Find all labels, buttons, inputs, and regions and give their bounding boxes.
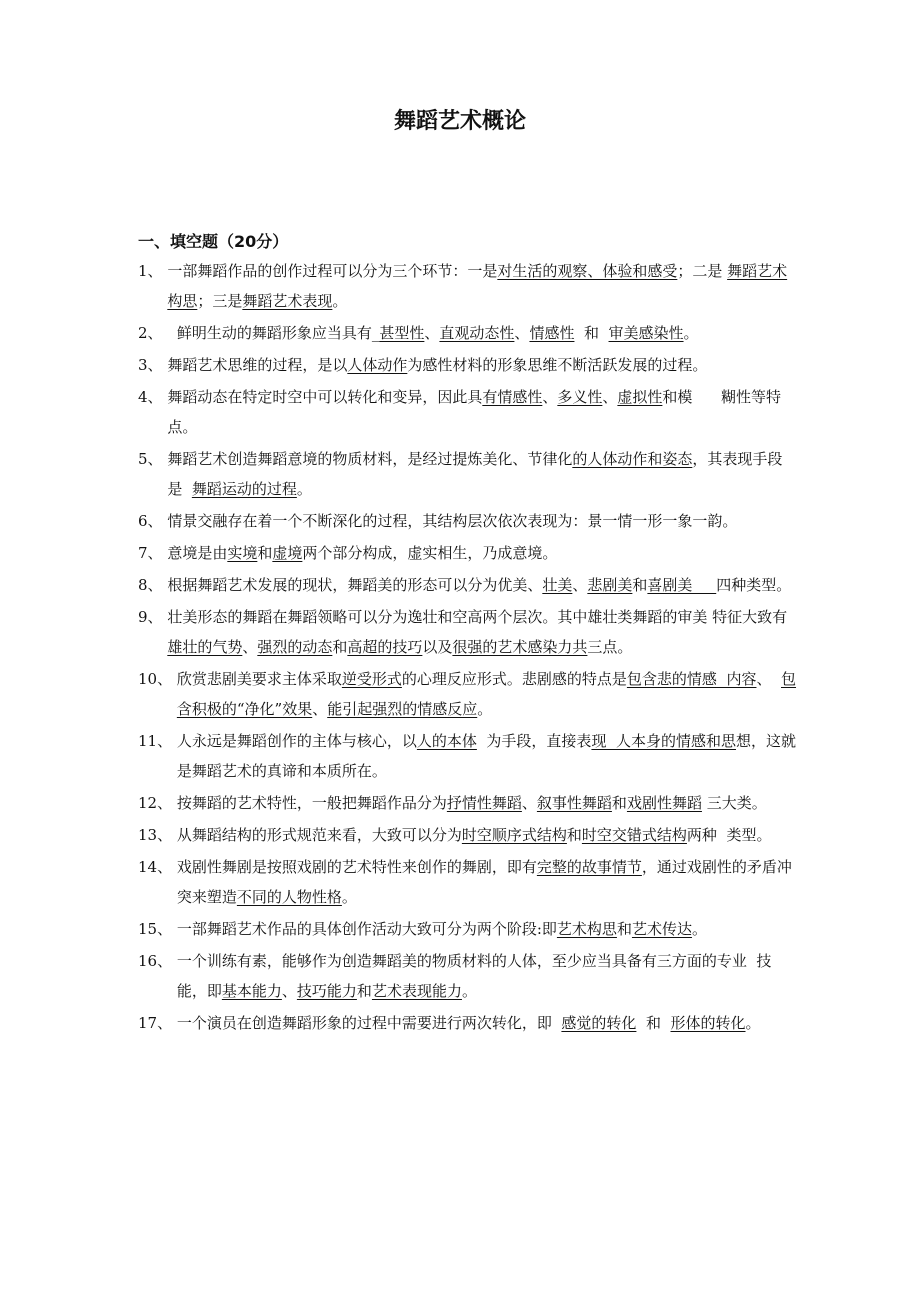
document-title: 舞蹈艺术概论 <box>393 109 526 134</box>
question-text-segment: 。 <box>745 1014 761 1032</box>
question-text-segment: ，通过戏剧性的矛盾冲突来塑造 <box>176 858 792 906</box>
question-item <box>138 602 796 662</box>
question-number: 14、 <box>138 858 177 876</box>
question-text <box>167 570 796 600</box>
answer-blank: 审美感染性 <box>608 324 684 342</box>
question-item <box>138 538 796 568</box>
answer-blank: 的人体动作和姿态 <box>572 450 693 468</box>
question-text-segment: ，其表现手段是 <box>167 450 783 498</box>
question-number: 10、 <box>138 670 177 688</box>
answer-blank: 艺术传达 <box>631 920 692 938</box>
question-text-segment: 、 <box>542 388 558 406</box>
question-text-segment: ；二是 <box>677 262 728 280</box>
answer-blank: 甚型性 <box>379 324 425 342</box>
answer-blank: 悲剧美 <box>587 576 633 594</box>
question-text-segment: 。 <box>461 982 477 1000</box>
question-number: 16、 <box>138 952 177 970</box>
question-number: 6、 <box>138 512 168 530</box>
question-text-segment: 。 <box>477 700 493 718</box>
question-text-segment: 、 <box>756 670 781 688</box>
question-text-segment: 想，这就是舞蹈艺术的真谛和本质所在。 <box>176 732 796 780</box>
question-number: 9、 <box>138 608 168 626</box>
question-text-segment: 和 <box>611 794 627 812</box>
question-number: 2、 <box>138 324 168 342</box>
question-text-segment: 四种类型。 <box>716 576 792 594</box>
question-text <box>177 726 796 786</box>
question-item <box>138 726 796 786</box>
question-text-segment: 意境是由 <box>167 544 228 562</box>
question-number: 12、 <box>138 794 177 812</box>
question-text-segment: 和 <box>636 1014 671 1032</box>
answer-blank: 逆受形式 <box>341 670 402 688</box>
question-text-segment: 戏剧性舞剧是按照戏剧的艺术特性来创作的舞剧，即有 <box>176 858 537 876</box>
question-text-segment: 一部舞蹈艺术作品的具体创作活动大致可分为两个阶段:即 <box>176 920 557 938</box>
answer-blank: 技巧能力 <box>296 982 357 1000</box>
question-text-segment: 从舞蹈结构的形式规范来看，大致可以分为 <box>176 826 462 844</box>
answer-blank: 强烈的动态 <box>257 638 333 656</box>
question-text-segment: 、 <box>514 324 530 342</box>
answer-blank: 高超的技巧 <box>347 638 423 656</box>
answer-blank: 艺术构思 <box>556 920 617 938</box>
answer-blank: 叙事性舞蹈 <box>536 794 612 812</box>
answer-blank: 形体的转化 <box>670 1014 746 1032</box>
answer-blank: 舞蹈运动的过程 <box>191 480 297 498</box>
question-item <box>138 570 796 600</box>
answer-blank: 完整的故事情节 <box>536 858 642 876</box>
question-text-segment: 、 <box>242 638 258 656</box>
question-text-segment: 舞蹈动态在特定时空中可以转化和变异，因此具 <box>167 388 483 406</box>
question-text <box>177 820 796 850</box>
answer-blank: 人的本体 <box>416 732 477 750</box>
question-item <box>138 256 796 316</box>
question-text-segment: ；三是 <box>197 292 243 310</box>
question-text <box>167 602 796 662</box>
question-number: 3、 <box>138 356 168 374</box>
question-text-segment: 一个训练有素，能够作为创造舞蹈美的物质材料的人体，至少应当具备有三方面的专业 技能，即 <box>176 952 772 1000</box>
question-number: 5、 <box>138 450 168 468</box>
question-item <box>138 350 796 380</box>
question-text-segment: 和模 糊性等特点。 <box>167 388 782 436</box>
answer-blank: 现 人本身的情感和思 <box>591 732 736 750</box>
question-text-segment: 人永远是舞蹈创作的主体与核心，以 <box>176 732 417 750</box>
answer-blank: 情感性 <box>529 324 575 342</box>
question-text <box>167 538 796 568</box>
question-text-segment: 按舞蹈的艺术特性，一般把舞蹈作品分为 <box>176 794 447 812</box>
question-text-segment: 、 <box>312 700 328 718</box>
question-number: 15、 <box>138 920 177 938</box>
question-text-segment: 壮美形态的舞蹈在舞蹈领略可以分为逸壮和空高两个层次。其中雄壮类舞蹈的审美 特征大致有 <box>167 608 788 626</box>
question-text <box>167 350 796 380</box>
question-text-segment: 。 <box>341 888 357 906</box>
question-list <box>138 256 796 1040</box>
question-text-segment: 根据舞蹈艺术发展的现状，舞蹈美的形态可以分为优美、 <box>167 576 543 594</box>
answer-blank: 感觉的转化 <box>561 1014 637 1032</box>
answer-blank: 实境 <box>227 544 258 562</box>
question-text-segment: 一部舞蹈作品的创作过程可以分为三个环节：一是 <box>167 262 498 280</box>
answer-blank: 喜剧美 <box>647 576 717 594</box>
question-text-segment: 。 <box>332 292 348 310</box>
question-text-segment: 。 <box>296 480 312 498</box>
question-text-segment: 三点。 <box>587 638 633 656</box>
question-number: 8、 <box>138 576 168 594</box>
question-text-segment: 、 <box>572 576 588 594</box>
question-text-segment: 和 <box>356 982 372 1000</box>
question-text-segment: 情景交融存在着一个不断深化的过程，其结构层次依次表现为：景一情一形一象一韵。 <box>167 512 738 530</box>
question-item <box>138 914 796 944</box>
question-text <box>167 382 796 442</box>
answer-blank: 能引起强烈的情感反应 <box>327 700 478 718</box>
question-text-segment: 和 <box>574 324 609 342</box>
answer-blank: 舞蹈艺术构思 <box>167 262 788 310</box>
question-text-segment: 、 <box>521 794 537 812</box>
answer-blank: 抒情性舞蹈 <box>446 794 522 812</box>
question-text-segment: 。 <box>683 324 699 342</box>
question-text <box>167 256 796 316</box>
question-number: 17、 <box>138 1014 177 1032</box>
question-item <box>138 1008 796 1038</box>
question-text-segment: 三大类。 <box>701 794 767 812</box>
question-text-segment: 舞蹈艺术创造舞蹈意境的物质材料，是经过提炼美化、节律化 <box>167 450 573 468</box>
answer-blank: 包含积极的“净化”效果 <box>176 670 797 718</box>
answer-blank: 虚境 <box>272 544 303 562</box>
question-text <box>167 506 796 536</box>
question-item <box>138 788 796 818</box>
question-number: 7、 <box>138 544 168 562</box>
question-number: 11、 <box>138 732 177 750</box>
question-text-segment: 和 <box>616 920 632 938</box>
question-text-segment: 以及 <box>422 638 453 656</box>
question-number: 1、 <box>138 262 168 280</box>
question-item <box>138 820 796 850</box>
answer-blank: 时空交错式结构 <box>581 826 687 844</box>
question-text-segment: 。 <box>691 920 707 938</box>
question-text-segment: 两个部分构成，虚实相生，乃成意境。 <box>302 544 558 562</box>
question-text-segment: 和 <box>632 576 648 594</box>
answer-blank: 艺术表现能力 <box>371 982 462 1000</box>
answer-blank: 壮美 <box>542 576 573 594</box>
question-item <box>138 946 796 1006</box>
answer-blank: 直观动态性 <box>439 324 515 342</box>
question-text-segment: 、 <box>281 982 297 1000</box>
question-text-segment: 的心理反应形式。悲剧感的特点是 <box>401 670 627 688</box>
answer-blank: 雄壮的气势 <box>167 638 243 656</box>
answer-blank: 戏剧性舞蹈 <box>626 794 702 812</box>
answer-blank: 虚拟性 <box>617 388 663 406</box>
answer-blank: 基本能力 <box>221 982 282 1000</box>
question-text-segment: 一个演员在创造舞蹈形象的过程中需要进行两次转化，即 <box>176 1014 562 1032</box>
answer-blank: 人体动作 <box>347 356 408 374</box>
question-number: 13、 <box>138 826 177 844</box>
question-text-segment: 和 <box>566 826 582 844</box>
question-item <box>138 664 796 724</box>
question-text-segment: 、 <box>424 324 440 342</box>
answer-blank: 有情感性 <box>482 388 543 406</box>
question-item <box>138 382 796 442</box>
answer-blank: 很强的艺术感染力共 <box>452 638 588 656</box>
question-text <box>177 946 796 1006</box>
question-text <box>167 318 796 348</box>
question-text <box>177 914 796 944</box>
answer-blank: 多义性 <box>557 388 603 406</box>
question-text-segment: 和 <box>332 638 348 656</box>
question-number: 4、 <box>138 388 168 406</box>
question-text <box>167 444 796 504</box>
answer-blank: 对生活的观察、体验和感受 <box>497 262 678 280</box>
question-text-segment: 和 <box>257 544 273 562</box>
section-heading: 一、填空题（20分） <box>138 232 289 251</box>
question-text-segment: 为手段，直接表 <box>476 732 592 750</box>
question-item <box>138 506 796 536</box>
question-text-segment: 舞蹈艺术思维的过程，是以 <box>167 356 348 374</box>
question-text <box>177 664 796 724</box>
question-item <box>138 318 796 348</box>
question-text <box>177 1008 796 1038</box>
question-text-segment: 、 <box>602 388 618 406</box>
question-text-segment: 鲜明生动的舞蹈形象应当具有_ <box>167 324 380 342</box>
question-text-segment: 两种 类型。 <box>686 826 772 844</box>
question-text-segment: 为感性材料的形象思维不断活跃发展的过程。 <box>407 356 708 374</box>
question-item <box>138 852 796 912</box>
answer-blank: 不同的人物性格 <box>236 888 342 906</box>
answer-blank: 包含悲的情感 内容 <box>626 670 757 688</box>
answer-blank: 时空顺序式结构 <box>461 826 567 844</box>
question-text <box>177 788 796 818</box>
question-text <box>177 852 796 912</box>
question-item <box>138 444 796 504</box>
answer-blank: 舞蹈艺术表现 <box>242 292 333 310</box>
question-text-segment: 欣赏悲剧美要求主体采取 <box>176 670 342 688</box>
